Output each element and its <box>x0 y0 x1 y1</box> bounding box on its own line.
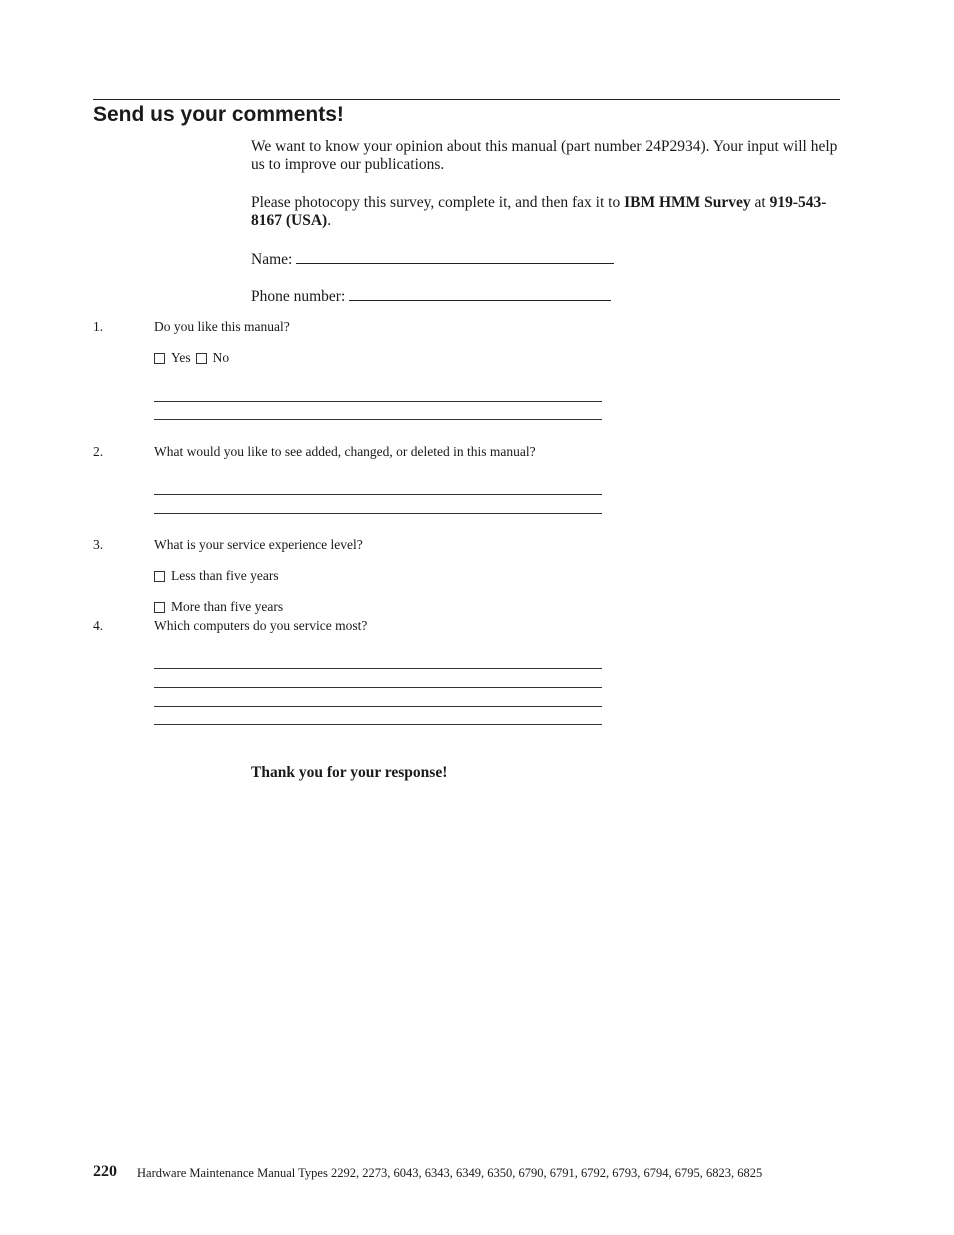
fax-text-middle: at <box>750 194 770 211</box>
answer-line[interactable] <box>154 513 602 514</box>
name-label: Name: <box>251 251 293 268</box>
answer-line[interactable] <box>154 687 602 688</box>
answer-line[interactable] <box>154 494 602 495</box>
question-number: 3. <box>93 537 104 552</box>
yes-label: Yes <box>171 350 191 365</box>
answer-line[interactable] <box>154 706 602 707</box>
footer-title: Hardware Maintenance Manual Types 2292, 2273, 6043, 6343, 6349, 6350, 6790, 6791, 6792, 6793, 6794, 6795, 6823, 6825 <box>137 1166 763 1180</box>
no-checkbox[interactable] <box>196 353 207 364</box>
fax-instructions <box>251 194 841 230</box>
fax-number: 919-543-8167 (USA) <box>251 194 827 229</box>
heading-rule <box>93 99 840 100</box>
no-label: No <box>212 350 230 365</box>
name-field[interactable] <box>296 250 614 264</box>
phone-label: Phone number: <box>251 288 346 305</box>
question-number: 1. <box>93 319 104 334</box>
answer-line[interactable] <box>154 724 602 725</box>
phone-field-row <box>251 287 611 306</box>
survey-name: IBM HMM Survey <box>624 194 751 211</box>
question-text: What is your service experience level? <box>154 537 363 552</box>
question-text: Which computers do you service most? <box>154 618 368 633</box>
experience-option <box>154 568 279 584</box>
question-number: 4. <box>93 618 104 633</box>
yes-no-options <box>154 350 229 366</box>
name-field-row <box>251 250 614 269</box>
more-than-five-checkbox[interactable] <box>154 602 165 613</box>
thanks-message: Thank you for your response! <box>251 764 448 781</box>
option-label: Less than five years <box>171 568 279 583</box>
answer-line[interactable] <box>154 419 602 420</box>
yes-checkbox[interactable] <box>154 353 165 364</box>
phone-field[interactable] <box>349 287 611 301</box>
page-title: Send us your comments! <box>93 103 344 126</box>
question-text: What would you like to see added, changed, or deleted in this manual? <box>154 444 536 459</box>
option-label: More than five years <box>171 599 284 614</box>
answer-line[interactable] <box>154 668 602 669</box>
answer-line[interactable] <box>154 401 602 402</box>
fax-text-before: Please photocopy this survey, complete it, and then fax it to <box>251 194 625 211</box>
fax-text-after: . <box>327 212 332 229</box>
experience-option <box>154 599 283 615</box>
intro-paragraph: We want to know your opinion about this manual (part number 24P2934). Your input will help us to improve our publications. <box>251 138 838 173</box>
question-text: Do you like this manual? <box>154 319 290 334</box>
question-number: 2. <box>93 444 104 459</box>
less-than-five-checkbox[interactable] <box>154 571 165 582</box>
page-number: 220 <box>93 1163 117 1180</box>
